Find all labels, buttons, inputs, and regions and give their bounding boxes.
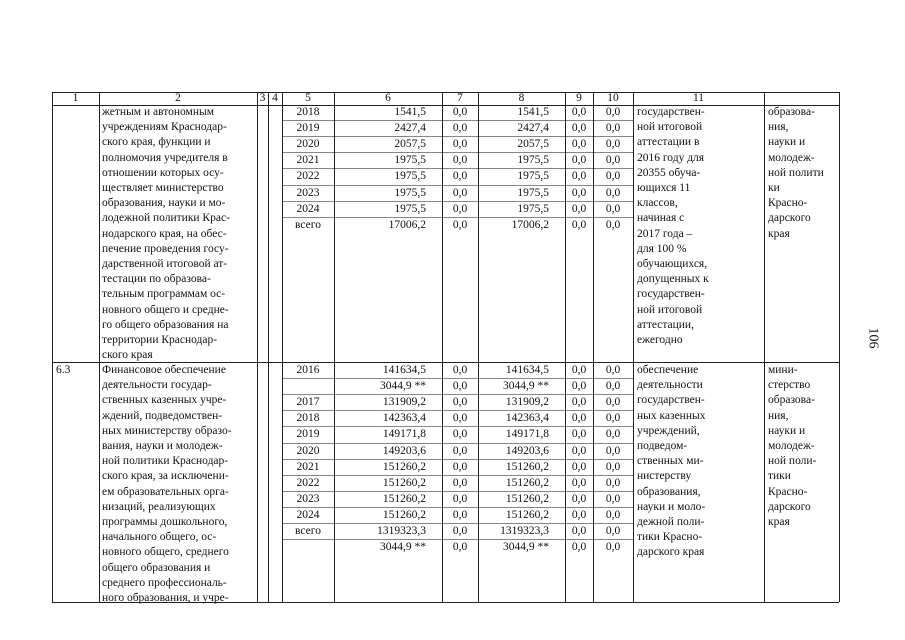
text-line-desc: деятельности государ- — [102, 379, 212, 392]
cell-year: 2019 — [296, 428, 320, 441]
cell-col7: 151260,2 — [505, 460, 549, 473]
cell-col6: 0,0 — [452, 138, 468, 151]
text-line-executor: мини- — [768, 364, 798, 376]
cell-col9: 0,0 — [605, 122, 621, 135]
column-border — [52, 92, 53, 602]
cell-col6: 0,0 — [452, 396, 468, 409]
text-line-executor: дарского — [768, 212, 811, 225]
cell-col6: 0,0 — [452, 186, 468, 199]
text-line-executor: края — [768, 516, 790, 528]
cell-year: 2020 — [296, 444, 320, 457]
column-header: 2 — [175, 92, 181, 104]
text-line-desc: учреждениям Краснодар- — [102, 121, 227, 134]
text-line-desc: ждений, подведомствен- — [102, 409, 223, 422]
cell-col6: 0,0 — [452, 202, 468, 215]
text-line-result: ющихся 11 — [637, 182, 691, 194]
cell-col8: 0,0 — [571, 186, 587, 199]
column-header: 4 — [272, 92, 278, 104]
cell-col9: 0,0 — [605, 412, 621, 425]
column-header: 3 — [259, 92, 266, 104]
text-line-executor: науки и — [768, 424, 806, 437]
text-line-executor: образова- — [768, 106, 815, 118]
cell-col5: 131909,2 — [382, 396, 426, 409]
column-header: 9 — [576, 92, 582, 104]
column-header: 6 — [385, 92, 391, 104]
cell-col5: 3044,9 ** — [380, 541, 426, 554]
cell-col7: 151260,2 — [505, 476, 549, 489]
cell-col5: 151260,2 — [382, 476, 426, 489]
text-line-executor: образова- — [768, 394, 815, 407]
column-header: 7 — [457, 92, 463, 104]
text-line-desc: ственных казенных учре- — [102, 394, 227, 407]
cell-year: 2018 — [296, 412, 320, 425]
cell-col8: 0,0 — [571, 218, 587, 231]
text-line-desc: тестации по образова- — [102, 273, 211, 286]
text-line-desc: ного образования, и учре- — [102, 592, 229, 604]
cell-col6: 0,0 — [452, 154, 468, 167]
cell-col6: 0,0 — [452, 106, 468, 118]
cell-col5: 1975,5 — [394, 202, 426, 215]
cell-col7: 142363,4 — [505, 412, 549, 425]
cell-col8: 0,0 — [571, 476, 587, 489]
cell-col8: 0,0 — [571, 202, 587, 215]
text-line-desc: печение проведения госу- — [102, 242, 229, 255]
cell-col9: 0,0 — [605, 460, 621, 473]
text-line-desc: нодарского края, на обес- — [102, 227, 227, 240]
cell-year: 2017 — [296, 396, 320, 409]
cell-col8: 0,0 — [571, 525, 587, 537]
text-line-executor: ной полити — [768, 166, 824, 179]
cell-year: 2022 — [296, 170, 320, 183]
cell-col8: 0,0 — [571, 380, 587, 393]
text-line-result: государствен- — [637, 394, 705, 407]
text-line-executor: ния, — [768, 121, 789, 134]
text-line-result: допущенных к — [637, 273, 709, 286]
text-line-desc: полномочия учредителя в — [102, 151, 228, 164]
text-line-result: аттестации, — [637, 318, 694, 331]
cell-col6: 0,0 — [452, 460, 468, 473]
text-line-desc: вания, науки и молодеж- — [102, 440, 223, 452]
cell-col5: 151260,2 — [382, 460, 426, 473]
cell-col7: 141634,5 — [505, 364, 549, 376]
cell-col5: 141634,5 — [382, 364, 426, 376]
text-line-result: аттестации в — [637, 136, 700, 149]
text-line-executor: ной поли- — [768, 455, 817, 468]
cell-col6: 0,0 — [452, 428, 468, 441]
cell-col7: 131909,2 — [505, 396, 549, 409]
cell-col6: 0,0 — [452, 380, 468, 393]
cell-col7: 151260,2 — [505, 508, 549, 521]
text-line-result: нистерству — [637, 470, 692, 483]
cell-year: 2018 — [296, 106, 320, 118]
text-line-desc: ществляет министерство — [102, 182, 224, 194]
cell-col9: 0,0 — [605, 154, 621, 167]
column-header: 5 — [305, 92, 311, 104]
text-line-desc: низаций, реализующих — [102, 500, 216, 513]
cell-year: 2021 — [296, 460, 320, 473]
text-line-executor: дарского — [768, 500, 811, 513]
cell-year: всего — [295, 525, 321, 537]
text-line-result: начиная с — [637, 212, 685, 225]
cell-col5: 151260,2 — [382, 492, 426, 505]
cell-col7: 1319323,3 — [500, 525, 549, 537]
text-line-result: 20355 обуча- — [637, 166, 701, 179]
cell-col5: 2057,5 — [394, 138, 426, 151]
cell-col9: 0,0 — [605, 380, 621, 393]
cell-col7: 1541,5 — [517, 106, 549, 118]
cell-year: 2019 — [296, 122, 320, 135]
column-border — [257, 92, 258, 602]
cell-col5: 1975,5 — [394, 170, 426, 183]
text-line-executor: тики — [768, 470, 791, 483]
cell-col7: 151260,2 — [505, 492, 549, 505]
cell-col6: 0,0 — [452, 218, 468, 231]
text-line-result: дежной поли- — [637, 516, 705, 528]
text-line-result: образования, — [637, 485, 701, 498]
cell-col9: 0,0 — [605, 444, 621, 457]
cell-col6: 0,0 — [452, 444, 468, 457]
cell-col9: 0,0 — [605, 106, 621, 118]
cell-col8: 0,0 — [571, 428, 587, 441]
cell-col9: 0,0 — [605, 476, 621, 489]
text-line-desc: лодежной политики Крас- — [102, 212, 230, 225]
text-line-desc: го общего образования на — [102, 318, 229, 331]
text-line-desc: программы дошкольного, — [102, 516, 228, 528]
text-line-result: ственных ми- — [637, 455, 704, 468]
cell-year: 2024 — [296, 202, 320, 215]
cell-col8: 0,0 — [571, 541, 587, 554]
cell-col8: 0,0 — [571, 492, 587, 505]
page-number: 106 — [865, 327, 881, 349]
cell-col5: 17006,2 — [388, 218, 426, 231]
cell-col5: 151260,2 — [382, 508, 426, 521]
cell-col6: 0,0 — [452, 508, 468, 521]
text-line-result: классов, — [637, 197, 678, 210]
cell-year: 2023 — [296, 492, 320, 505]
cell-col7: 1975,5 — [517, 202, 549, 215]
cell-year: 2022 — [296, 476, 320, 489]
cell-divider — [282, 539, 334, 540]
text-line-executor: Красно- — [768, 197, 808, 210]
cell-col7: 149203,6 — [505, 444, 549, 457]
cell-col5: 2427,4 — [394, 122, 426, 135]
cell-col9: 0,0 — [605, 138, 621, 151]
cell-col8: 0,0 — [571, 154, 587, 167]
text-line-desc: начального общего, ос- — [102, 531, 217, 544]
text-line-result: ежегодно — [637, 334, 683, 346]
cell-col8: 0,0 — [571, 122, 587, 135]
cell-col6: 0,0 — [452, 476, 468, 489]
cell-year: всего — [295, 218, 321, 231]
text-line-desc: отношении которых осу- — [102, 166, 224, 179]
cell-col9: 0,0 — [605, 170, 621, 183]
text-line-desc: ем образовательных орга- — [102, 485, 229, 498]
cell-col6: 0,0 — [452, 525, 468, 537]
cell-col6: 0,0 — [452, 364, 468, 376]
cell-col9: 0,0 — [605, 492, 621, 505]
cell-col9: 0,0 — [605, 508, 621, 521]
column-header: 10 — [607, 92, 619, 104]
cell-col6: 0,0 — [452, 492, 468, 505]
text-line-desc: дарственной итоговой ат- — [102, 258, 228, 270]
cell-col7: 3044,9 ** — [503, 541, 549, 554]
cell-col9: 0,0 — [605, 525, 621, 537]
text-line-desc: Финансовое обеспечение — [102, 364, 226, 376]
cell-col5: 149171,8 — [382, 428, 426, 441]
cell-col9: 0,0 — [605, 541, 621, 554]
text-line-executor: науки и — [768, 136, 806, 149]
column-border — [268, 92, 269, 602]
text-line-desc: новного общего, среднего — [102, 546, 229, 559]
text-line-result: 2017 года – — [637, 227, 693, 240]
text-line-desc: ского края, функции и — [102, 136, 211, 149]
text-line-result: государствен- — [637, 106, 705, 118]
cell-col8: 0,0 — [571, 444, 587, 457]
text-line-result: ных казенных — [637, 409, 706, 422]
data-table — [52, 92, 839, 602]
text-line-result: дарского края — [637, 546, 705, 559]
text-line-executor: молодеж- — [768, 440, 815, 452]
column-border — [633, 92, 634, 602]
cell-col7: 3044,9 ** — [503, 380, 549, 393]
cell-col8: 0,0 — [571, 460, 587, 473]
cell-col8: 0,0 — [571, 412, 587, 425]
text-line-desc: ной политики Краснодар- — [102, 455, 229, 468]
text-line-desc: ского края, за исключени- — [102, 470, 229, 483]
row-number: 6.3 — [56, 364, 71, 376]
text-line-result: деятельности — [637, 379, 703, 392]
text-line-result: 2016 году для — [637, 151, 705, 164]
column-border — [99, 92, 100, 602]
cell-col7: 149171,8 — [505, 428, 549, 441]
text-line-executor: молодеж- — [768, 151, 815, 164]
cell-col7: 2057,5 — [517, 138, 549, 151]
text-line-result: обеспечение — [637, 364, 699, 376]
cell-col7: 17006,2 — [511, 218, 549, 231]
column-border — [764, 92, 765, 602]
text-line-desc: жетным и автономным — [102, 106, 214, 118]
text-line-desc: образования, науки и мо- — [102, 197, 226, 210]
text-line-result: государствен- — [637, 288, 705, 301]
text-line-result: обучающихся, — [637, 258, 708, 270]
cell-divider — [282, 378, 334, 379]
cell-col9: 0,0 — [605, 202, 621, 215]
cell-year: 2020 — [296, 138, 320, 151]
cell-col9: 0,0 — [605, 218, 621, 231]
cell-col8: 0,0 — [571, 170, 587, 183]
cell-col9: 0,0 — [605, 186, 621, 199]
text-line-executor: ки — [768, 182, 780, 194]
cell-col6: 0,0 — [452, 412, 468, 425]
text-line-desc: ных министерству образо- — [102, 424, 232, 437]
text-line-result: ной итоговой — [637, 303, 703, 316]
cell-col8: 0,0 — [571, 508, 587, 521]
column-header: 1 — [72, 92, 79, 104]
cell-col5: 1975,5 — [394, 186, 426, 199]
cell-year: 2024 — [296, 508, 320, 521]
text-line-result: науки и моло- — [637, 500, 706, 513]
cell-col5: 3044,9 ** — [380, 380, 426, 393]
cell-col7: 2427,4 — [517, 122, 549, 135]
text-line-result: тики Красно- — [637, 531, 703, 544]
cell-col8: 0,0 — [571, 364, 587, 376]
text-line-desc: общего образования и — [102, 561, 211, 574]
text-line-desc: среднего профессиональ- — [102, 576, 227, 589]
cell-year: 2021 — [296, 154, 320, 167]
text-line-result: ной итоговой — [637, 121, 703, 134]
text-line-executor: Красно- — [768, 485, 808, 498]
cell-year: 2023 — [296, 186, 320, 199]
column-border — [839, 92, 840, 602]
cell-col6: 0,0 — [452, 170, 468, 183]
cell-col5: 1319323,3 — [377, 525, 426, 537]
cell-col9: 0,0 — [605, 396, 621, 409]
cell-col6: 0,0 — [452, 122, 468, 135]
cell-col7: 1975,5 — [517, 154, 549, 167]
text-line-result: для 100 % — [637, 242, 687, 255]
text-line-executor: ния, — [768, 409, 789, 422]
text-line-desc: ского края — [102, 349, 153, 362]
column-header: 11 — [692, 92, 705, 104]
cell-col8: 0,0 — [571, 106, 587, 118]
text-line-desc: территории Краснодар- — [102, 334, 218, 346]
cell-col5: 1541,5 — [394, 106, 426, 118]
cell-col7: 1975,5 — [517, 170, 549, 183]
text-line-desc: новного общего и средне- — [102, 303, 229, 316]
column-header: 8 — [518, 92, 525, 104]
cell-col5: 1975,5 — [394, 154, 426, 167]
cell-year: 2016 — [296, 364, 320, 376]
text-line-executor: края — [768, 227, 790, 240]
cell-col5: 149203,6 — [382, 444, 426, 457]
text-line-executor: стерство — [768, 379, 811, 392]
text-line-desc: тельным программам ос- — [102, 288, 226, 301]
cell-col8: 0,0 — [571, 396, 587, 409]
cell-col9: 0,0 — [605, 364, 621, 376]
cell-col7: 1975,5 — [517, 186, 549, 199]
cell-col8: 0,0 — [571, 138, 587, 151]
cell-col9: 0,0 — [605, 428, 621, 441]
cell-col5: 142363,4 — [382, 412, 426, 425]
cell-col6: 0,0 — [452, 541, 468, 554]
text-line-result: учреждений, — [637, 424, 700, 437]
text-line-result: подведом- — [637, 440, 688, 452]
